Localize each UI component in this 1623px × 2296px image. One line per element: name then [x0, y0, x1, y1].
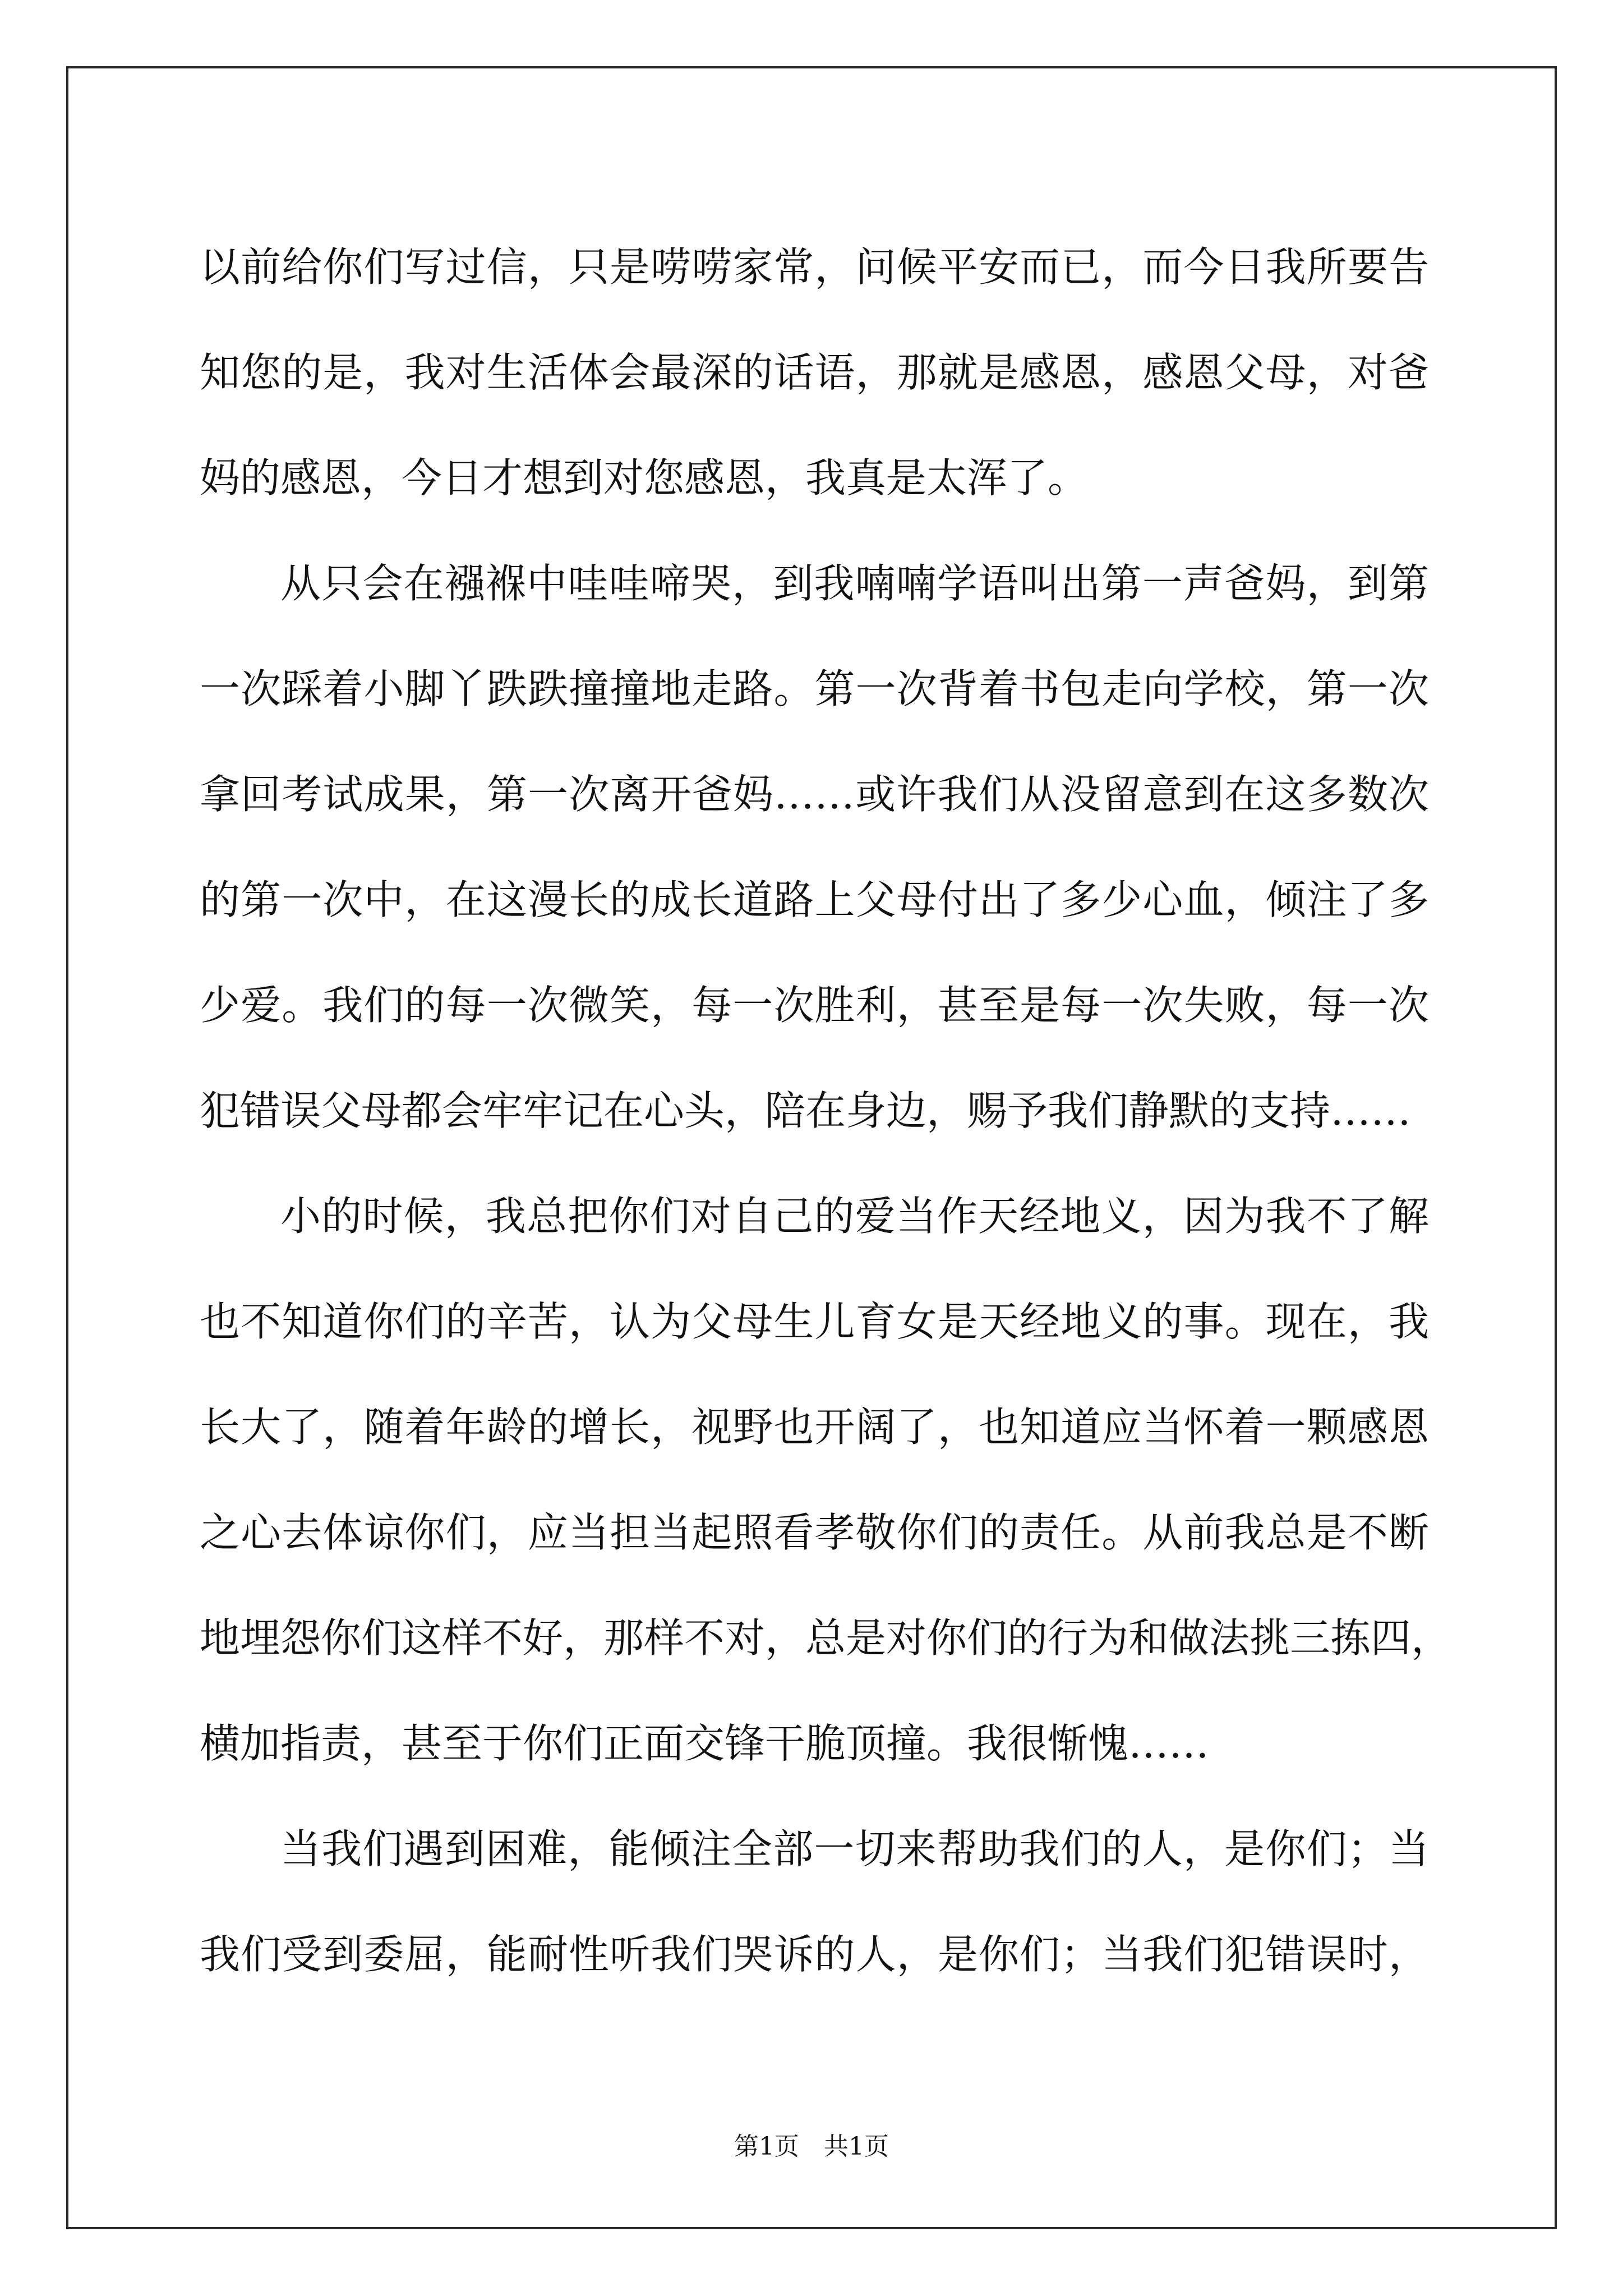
paragraph-line: 也不知道你们的辛苦，认为父母生儿育女是天经地义的事。现在，我 [200, 1298, 1429, 1345]
paragraph-line: 从只会在襁褓中哇哇啼哭，到我喃喃学语叫出第一声爸妈，到第 [280, 560, 1429, 607]
paragraph-line: 以前给你们写过信，只是唠唠家常，问候平安而已，而今日我所要告 [200, 243, 1429, 291]
paragraph-line: 当我们遇到困难，能倾注全部一切来帮助我们的人，是你们；当 [280, 1825, 1429, 1872]
paragraph-line: 妈的感恩，今日才想到对您感恩，我真是太浑了。 [200, 454, 1089, 501]
paragraph-line: 地埋怨你们这样不好，那样不对，总是对你们的行为和做法挑三拣四， [200, 1614, 1452, 1662]
paragraph-line: 我们受到委屈，能耐性听我们哭诉的人，是你们；当我们犯错误时， [200, 1931, 1429, 1978]
paragraph-line: 之心去体谅你们，应当担当起照看孝敬你们的责任。从前我总是不断 [200, 1509, 1429, 1556]
paragraph-line: 长大了，随着年龄的增长，视野也开阔了，也知道应当怀着一颗感恩 [200, 1404, 1429, 1451]
paragraph-line: 横加指责，甚至于你们正面交锋干脆顶撞。我很惭愧…… [200, 1720, 1210, 1767]
document-body [200, 214, 1452, 2007]
paragraph-line: 一次踩着小脚丫跌跌撞撞地走路。第一次背着书包走向学校，第一次 [200, 665, 1429, 712]
paragraph-line: 的第一次中，在这漫长的成长道路上父母付出了多少心血，倾注了多 [200, 876, 1429, 923]
paragraph-line: 拿回考试成果，第一次离开爸妈……或许我们从没留意到在这多数次 [200, 771, 1429, 818]
paragraph-line: 小的时候，我总把你们对自己的爱当作天经地义，因为我不了解 [280, 1193, 1429, 1240]
paragraph-line: 犯错误父母都会牢牢记在心头，陪在身边，赐予我们静默的支持…… [200, 1087, 1412, 1134]
paragraph-line: 少爱。我们的每一次微笑，每一次胜利，甚至是每一次失败，每一次 [200, 982, 1429, 1029]
page-number-footer: 第1页 共1页 [734, 2132, 889, 2161]
paragraph-line: 知您的是，我对生活体会最深的话语，那就是感恩，感恩父母，对爸 [200, 349, 1429, 396]
